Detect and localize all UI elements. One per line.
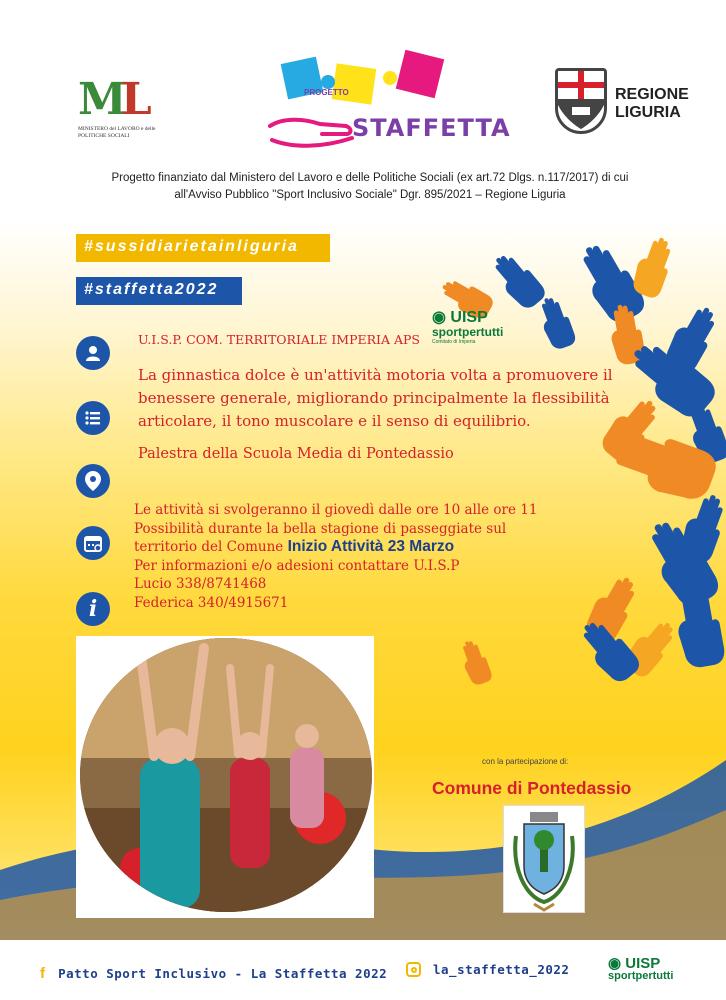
contact: Per informazioni e/o adesioni contattare U.I.S.P [134,557,460,574]
hands-decoration [420,220,726,720]
phone-lucio: Lucio 338/8741468 [134,576,267,593]
ministry-text: MINISTERO del LAVORO e delle POLITICHE SOCIALI [78,126,156,139]
uisp-globe-icon: ◉ [432,309,446,326]
person-icon [76,336,110,370]
location-pin-icon [76,464,110,498]
funding-line2: all'Avviso Pubblico "Sport Inclusivo Sociale" Dgr. 895/2021 – Regione Liguria [174,189,566,201]
staffetta-title: STAFFETTA [352,114,511,142]
partner-name: Comune di Pontedassio [432,778,632,798]
instagram-text: la_staffetta_2022 [433,962,570,977]
organizer: U.I.S.P. COM. TERRITORIALE IMPERIA APS [138,332,420,347]
description: La ginnastica dolce è un'attività motoria volta a promuovere il benessere generale, migliorando principalmente la flessibilità articolare, il tono muscolare e il senso di equilibrio. [138,366,613,430]
staffetta-small: PROGETTO [304,88,349,97]
regione-shield-icon [555,68,607,134]
place: Palestra della Scuola Media di Pontedassio [138,446,454,462]
footer-uisp-globe-icon: ◉ [608,955,622,972]
hashtag-sussidiarieta: #sussidiarietainliguria [76,234,330,262]
walks-line2: territorio del Comune [134,539,284,556]
info-icon: i [76,592,110,626]
regione-liguria-logo [555,68,695,138]
instagram-link[interactable] [406,962,569,977]
footer [0,940,726,1000]
funding-statement [60,170,680,204]
staffetta-logo [262,48,511,158]
activity-info [134,501,614,613]
regione-line2: LIGURIA [615,104,681,121]
start-date: Inizio Attività 23 Marzo [287,538,455,556]
footer-uisp-logo [608,954,673,982]
schedule: Le attività si svolgeranno il giovedì dalle ore 10 alle ore 11 [134,502,538,518]
facebook-link[interactable] [40,963,387,982]
uisp-small: Comitato di Imperia [432,339,476,345]
regione-line1: REGIONE [615,86,689,103]
phone-federica: Federica 340/4915671 [134,594,289,611]
list-icon [76,401,110,435]
footer-uisp-sub: sportpertutti [608,970,674,982]
hashtag-staffetta: #staffetta2022 [76,277,242,305]
facebook-text: Patto Sport Inclusivo - La Staffetta 2022 [58,966,388,981]
facebook-icon: f [40,965,45,982]
partner-label: con la partecipazione di: [482,757,569,766]
walks-line1: Possibilità durante la bella stagione di passeggiate sul [134,520,507,537]
instagram-icon [406,962,421,977]
gymnastics-photo [80,638,372,912]
comune-coat-of-arms-icon [503,805,585,913]
uisp-logo [432,307,522,357]
uisp-name: UISP [450,309,488,326]
funding-line1: Progetto finanziato dal Ministero del Lavoro e delle Politiche Sociali (ex art.72 Dlgs. n.117/2017) di cui [111,172,629,184]
uisp-sub: sportpertutti [432,325,504,339]
footer-uisp-name: UISP [625,955,661,972]
ministry-logo: ML MINISTERO del LAVORO e delle POLITICHE SOCIALI [78,78,173,150]
calendar-icon [76,526,110,560]
